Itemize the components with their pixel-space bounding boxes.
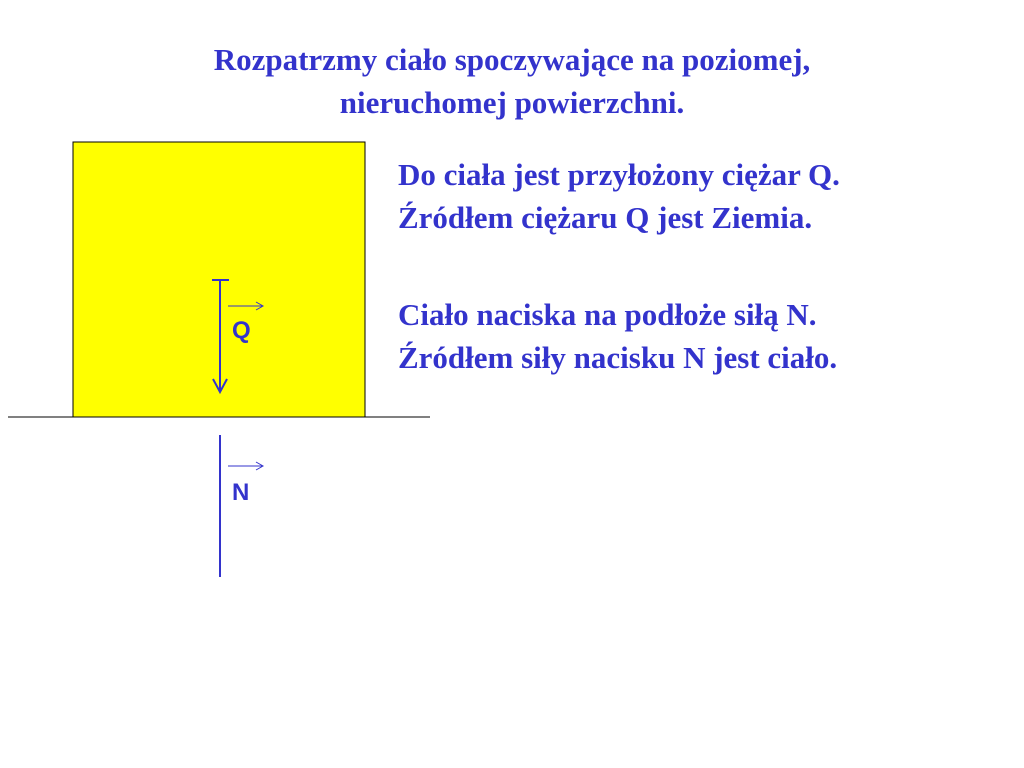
force-diagram [0, 0, 440, 600]
weight-label: Q [232, 317, 251, 344]
normal-label: N [232, 479, 250, 506]
normal-description-line-2: Źródłem siły nacisku N jest ciało. [398, 340, 838, 375]
weight-description-line-2: Źródłem ciężaru Q jest Ziemia. [398, 200, 813, 235]
weight-description-line-1: Do ciała jest przyłożony ciężar Q. [398, 157, 840, 192]
title-line-2: nieruchomej powierzchni. [339, 85, 685, 120]
weight-description [398, 153, 840, 239]
normal-vector [220, 435, 263, 577]
normal-description-line-1: Ciało naciska na podłoże siłą N. [398, 297, 817, 332]
title-line-1: Rozpatrzmy ciało spoczywające na poziomej, [213, 42, 811, 77]
normal-description [398, 293, 837, 379]
